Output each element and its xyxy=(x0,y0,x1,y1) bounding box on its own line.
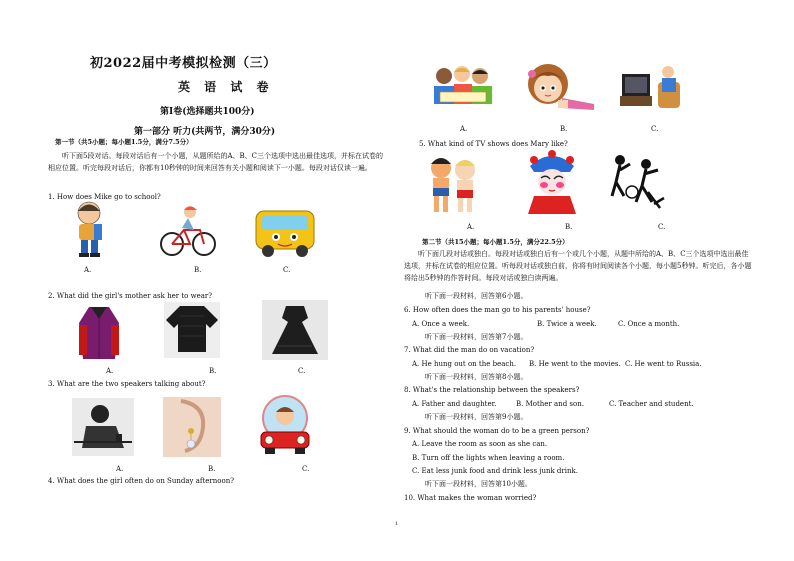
listen-prompt-8: 听下面一段材料，回答第8小题。 xyxy=(425,373,528,381)
question-5: 5. What kind of TV shows does Mary like? xyxy=(419,140,568,148)
q5-option-b: B. xyxy=(565,223,573,231)
question-1: 1. How does Mike go to school? xyxy=(48,193,161,201)
kids-reading-image xyxy=(430,62,496,114)
purple-coat-image xyxy=(75,303,123,361)
q5-option-a: A. xyxy=(467,223,475,231)
boy-walking-image xyxy=(72,200,108,260)
q6-option-a: A. Once a week. xyxy=(412,320,470,328)
q9-option-a: A. Leave the room as soon as she can. xyxy=(412,440,548,448)
question-9: 9. What should the woman do to be a green person? xyxy=(404,427,590,435)
q9-option-c: C. Eat less junk food and drink less junk drink. xyxy=(412,467,578,475)
question-3: 3. What are the two speakers talking about? xyxy=(48,380,206,388)
q8-option-b: B. Mother and son. xyxy=(516,400,584,408)
girl-lying-image xyxy=(518,60,596,116)
question-7: 7. What did the man do on vacation? xyxy=(404,346,535,354)
q2-option-b: B. xyxy=(209,367,217,375)
q6-option-c: C. Once a month. xyxy=(618,320,680,328)
peking-opera-image xyxy=(524,150,580,214)
section2-heading: 第二节（共15小题；每小题1.5分，满分22.5分） xyxy=(422,238,569,246)
earring-image xyxy=(163,397,221,457)
question-4: 4. What does the girl often do on Sunday afternoon? xyxy=(48,477,234,485)
question-6: 6. How often does the man go to his parents' house? xyxy=(404,306,591,314)
section-title: 第一部分 听力(共两节，满分30分) xyxy=(134,127,276,137)
q4-option-c: C. xyxy=(651,125,659,133)
cartoon-characters-image xyxy=(425,152,481,214)
q6-option-b: B. Twice a week. xyxy=(537,320,597,328)
listen-prompt-7: 听下面一段材料，回答第7小题。 xyxy=(425,333,528,341)
q7-option-a: A. He hung out on the beach. xyxy=(412,360,517,368)
section1-instructions: 听下面5段对话。每段对话后有一个小题，从题所给的A、B、C三个选项中选出最佳选项，并标在试卷的相应位置。听完每段对话后，你都有10秒钟的时间来回答有关小题和阅读下一小题。每段对话仅读一遍。 xyxy=(48,152,384,172)
q1-option-b: B. xyxy=(194,266,202,274)
listen-prompt-10: 听下面一段材料，回答第10小题。 xyxy=(425,480,532,488)
q9-option-b: B. Turn off the lights when leaving a room. xyxy=(412,454,565,462)
driver-car-image xyxy=(255,394,315,456)
sad-person-image xyxy=(72,398,134,456)
q1-option-c: C. xyxy=(283,266,291,274)
q7-option-c: C. He went to Russia. xyxy=(625,360,702,368)
bus-image xyxy=(254,207,316,259)
q8-option-a: A. Father and daughter. xyxy=(412,400,497,408)
question-8: 8. What's the relationship between the speakers? xyxy=(404,386,580,394)
page-number: 1 xyxy=(395,521,399,527)
sports-silhouettes-image xyxy=(608,152,666,214)
exam-title: 初2022届中考模拟检测（三） xyxy=(90,56,277,71)
q3-option-c: C. xyxy=(302,465,310,473)
subject-title: 英 语 试 卷 xyxy=(178,80,274,94)
q5-option-c: C. xyxy=(658,223,666,231)
listen-prompt-6: 听下面一段材料，回答第6小题。 xyxy=(425,292,528,300)
man-watching-tv-image xyxy=(618,62,682,114)
q4-option-b: B. xyxy=(560,125,568,133)
cyclist-image xyxy=(160,204,216,258)
question-2: 2. What did the girl's mother ask her to wear? xyxy=(48,292,212,300)
q2-option-c: C. xyxy=(298,367,306,375)
section1-heading: 第一节（共5小题；每小题1.5分，满分7.5分） xyxy=(55,138,193,146)
section2-instructions: 听下面几段对话或独白。每段对话或独白后有一个或几个小题，从题中所给的A、B、C三个选项中选出最佳选项，并标在试卷的相应位置。听每段对话或独白前，你将有时间阅读各个小题，每小题5秒钟。听完后，各小题将给出5秒钟的作答时间。每段对话或独白读两遍。 xyxy=(404,250,752,282)
listen-prompt-9: 听下面一段材料，回答第9小题。 xyxy=(425,413,528,421)
black-sweater-image xyxy=(164,302,220,358)
q2-option-a: A. xyxy=(106,367,114,375)
q7-option-b: B. He went to the movies. xyxy=(529,360,621,368)
q1-option-a: A. xyxy=(84,266,92,274)
part-title: 第Ⅰ卷(选择题共100分) xyxy=(160,107,255,117)
black-dress-image xyxy=(262,300,328,360)
q4-option-a: A. xyxy=(460,125,468,133)
q8-option-c: C. Teacher and student. xyxy=(609,400,694,408)
q3-option-a: A. xyxy=(116,465,124,473)
q3-option-b: B. xyxy=(208,465,216,473)
question-10: 10. What makes the woman worried? xyxy=(404,494,537,502)
